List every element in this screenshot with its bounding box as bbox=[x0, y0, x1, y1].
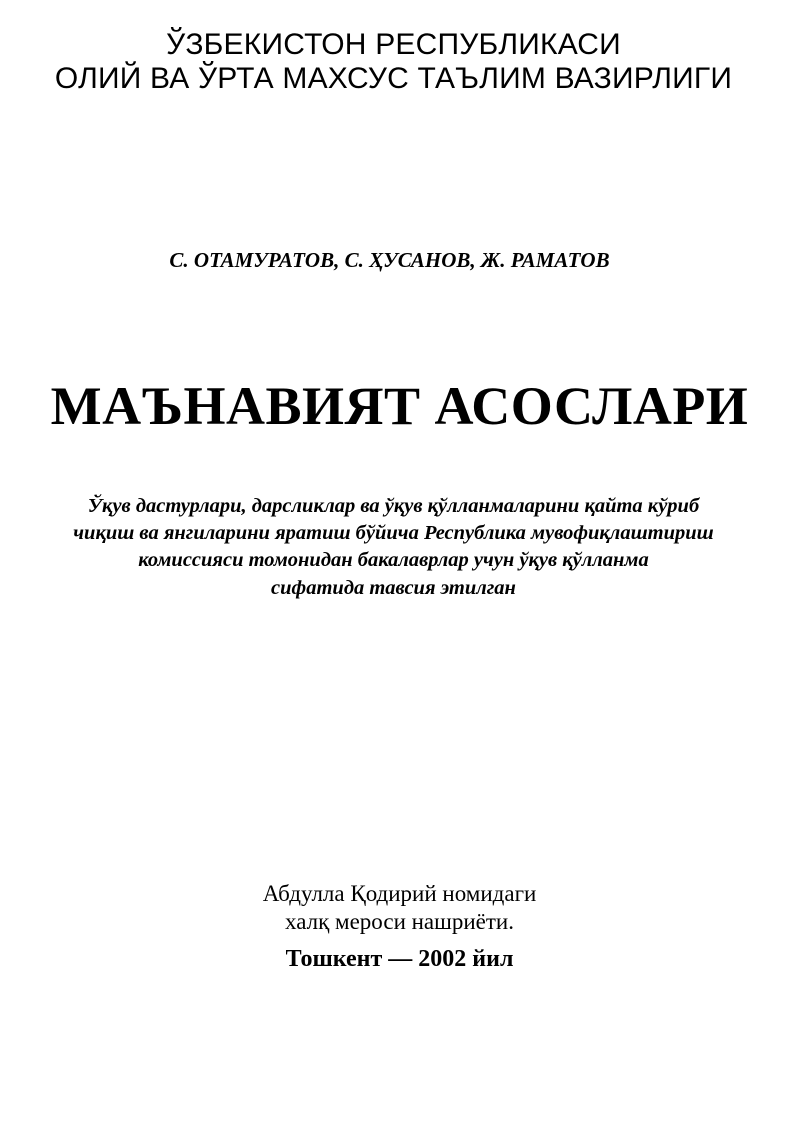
publisher-line-2: халқ мероси нашриёти. bbox=[285, 909, 514, 934]
authors: С. ОТАМУРАТОВ, С. ҲУСАНОВ, Ж. РАМАТОВ bbox=[169, 248, 610, 272]
approval-line-1: Ўқув дастурлари, дарсликлар ва ўқув қўлланмаларини қайта кўриб bbox=[87, 495, 700, 517]
publisher-line-1: Абдулла Қодирий номидаги bbox=[262, 881, 537, 906]
approval-line-2: чиқиш ва янгиларини яратиш бўйича Республика мувофиқлаштириш bbox=[73, 522, 714, 544]
ministry-line-1: ЎЗБЕКИСТОН РЕСПУБЛИКАСИ bbox=[166, 28, 621, 61]
imprint-city-year: Тошкент — 2002 йил bbox=[285, 946, 514, 972]
approval-line-4: сифатида тавсия этилган bbox=[271, 577, 516, 599]
book-title: МАЪНАВИЯТ АСОСЛАРИ bbox=[50, 376, 749, 436]
ministry-line-2: ОЛИЙ ВА ЎРТА МАХСУС ТАЪЛИМ ВАЗИРЛИГИ bbox=[54, 62, 733, 95]
approval-line-3: комиссияси томонидан бакалаврлар учун ўқув қўлланма bbox=[138, 549, 649, 571]
